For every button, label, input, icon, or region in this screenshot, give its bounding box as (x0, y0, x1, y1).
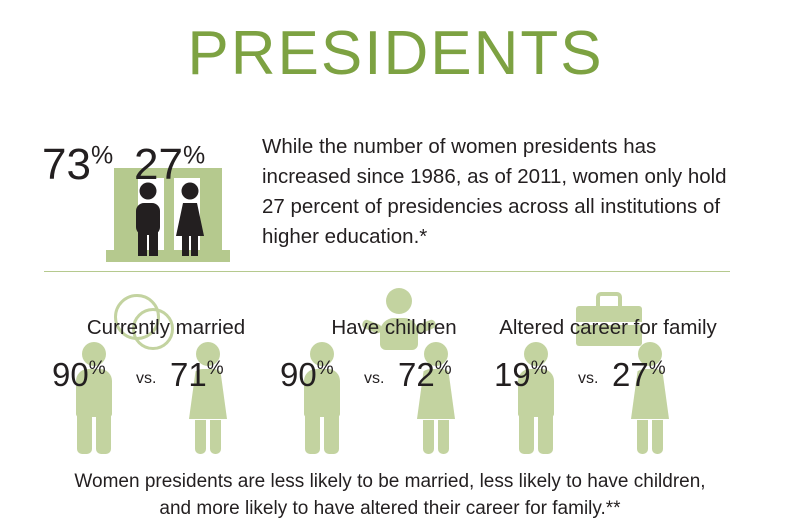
figure-leg-left (305, 416, 320, 454)
figure-leg-left (195, 420, 206, 454)
figure-leg-left (637, 420, 648, 454)
stat-label-career: Altered career for family (499, 316, 717, 339)
value-text: 72 (398, 356, 435, 393)
percent-symbol: % (530, 358, 548, 379)
percent-symbol: % (648, 358, 666, 379)
value-text: 71 (170, 356, 207, 393)
value-text: 90 (52, 356, 89, 393)
female-figure-icon (172, 182, 208, 256)
vs-label: vs. (578, 370, 599, 387)
percent-symbol: % (182, 141, 206, 170)
stat-value-men-children (280, 356, 334, 394)
top-statistic-section (44, 118, 744, 268)
stat-value-women-children (398, 356, 452, 394)
stat-value-women-married (170, 356, 224, 394)
figure-leg-left (519, 416, 534, 454)
stat-value-men-career (494, 356, 548, 394)
vs-label: vs. (364, 370, 385, 387)
figures-children (276, 342, 512, 460)
icon-block-base (106, 250, 230, 262)
percent-women-value: 27 (134, 140, 183, 189)
section-divider (44, 271, 730, 272)
percent-symbol: % (434, 358, 452, 379)
percent-men-presidents (42, 140, 113, 190)
stat-label-children: Have children (331, 316, 457, 339)
figure-leg-left (423, 420, 434, 454)
page-title: PRESIDENTS (187, 19, 604, 88)
top-paragraph: While the number of women presidents has increased since 1986, as of 2011, women only hold 27 percent of presidencies across all institutions of higher education.* (262, 135, 727, 248)
stat-value-men-married (52, 356, 106, 394)
figure-leg-left (77, 416, 92, 454)
value-text: 27 (612, 356, 649, 393)
footer-caption: Women presidents are less likely to be married, less likely to have children, and more likely to have altered their career for family.** (74, 471, 706, 519)
stat-value-women-career (612, 356, 666, 394)
figure-leg-right (96, 416, 111, 454)
value-text: 90 (280, 356, 317, 393)
figure-leg-right (538, 416, 553, 454)
figure-leg-right (210, 420, 221, 454)
percent-symbol: % (206, 358, 224, 379)
stat-label-married: Currently married (86, 316, 246, 339)
figure-leg-right (652, 420, 663, 454)
baby-head (386, 288, 412, 314)
value-text: 19 (494, 356, 531, 393)
percent-symbol: % (88, 358, 106, 379)
figures-career (490, 342, 726, 460)
percent-symbol: % (90, 141, 114, 170)
vs-label: vs. (136, 370, 157, 387)
stat-group-currently-married (48, 284, 284, 459)
figures-married (48, 342, 284, 460)
figure-leg-right (438, 420, 449, 454)
stat-group-have-children (276, 284, 512, 459)
percent-men-value: 73 (42, 140, 91, 189)
percent-symbol: % (316, 358, 334, 379)
percent-women-presidents (134, 140, 205, 190)
figure-leg-right (324, 416, 339, 454)
male-figure-icon (130, 182, 166, 256)
stat-group-altered-career (490, 284, 726, 459)
